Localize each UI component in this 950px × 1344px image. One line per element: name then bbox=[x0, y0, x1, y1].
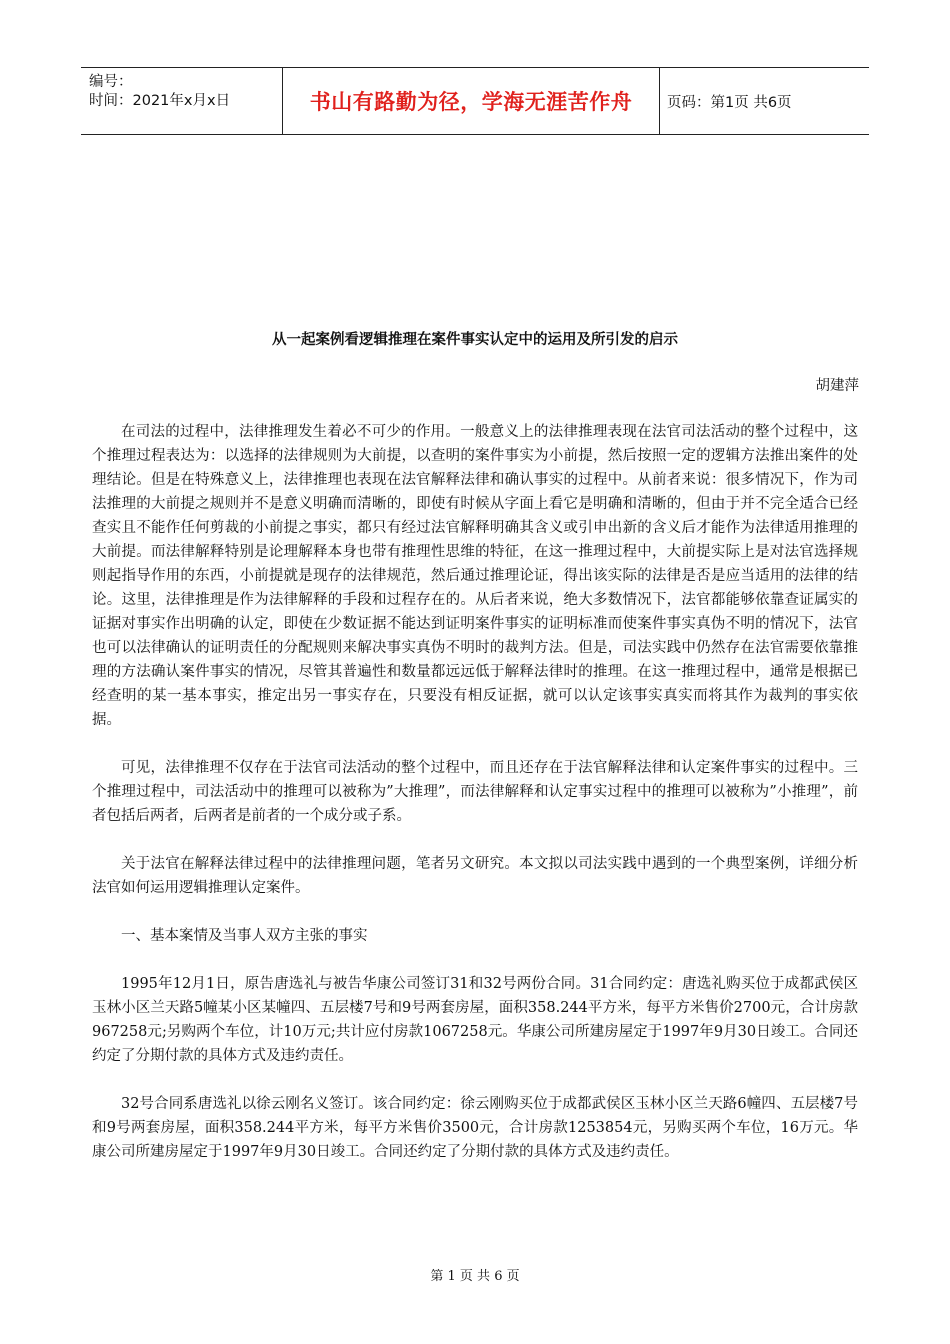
time-label: 时间：2021年x月x日 bbox=[89, 93, 231, 109]
number-label: 编号： bbox=[89, 74, 133, 90]
header-motto: 书山有路勤为径，学海无涯苦作舟 bbox=[282, 68, 660, 134]
page-header bbox=[81, 67, 869, 135]
header-meta bbox=[81, 68, 281, 134]
header-page-info: 页码：第1页 共6页 bbox=[667, 94, 792, 111]
paragraph: 在司法的过程中，法律推理发生着必不可少的作用。一般意义上的法律推理表现在法官司法活动的整个过程中，这个推理过程表达为：以选择的法律规则为大前提，以查明的案件事实为小前提，然后按照一定的逻辑方法推出案件的处理结论。但是在特殊意义上，法律推理也表现在法官解释法律和确认事实的过程中。从前者来说：很多情况下，作为司法推理的大前提之规则并不是意义明确而清晰的，即使有时候从字面上看它是明确和清晰的，但由于并不完全适合已经查实且不能作任何剪裁的小前提之事实，都只有经过法官解释明确其含义或引申出新的含义后才能作为法律适用推理的大前提。而法律解释特别是论理解释本身也带有推理性思维的特征，在这一推理过程中，大前提实际上是对法官选择规则起指导作用的东西，小前提就是现存的法律规范，然后通过推理论证，得出该实际的法律是否是应当适用的法律的结论。这里，法律推理是作为法律解释的手段和过程存在的。从后者来说，绝大多数情况下，法官都能够依靠查证属实的证据对事实作出明确的认定，即使在少数证据不能达到证明案件事实的证明标准而使案件事实真伪不明的情况下，法官也可以法律确认的证明责任的分配规则来解决事实真伪不明时的裁判方法。但是，司法实践中仍然存在法官需要依靠推理的方法确认案件事实的情况，尽管其普遍性和数量都远远低于解释法律时的推理。在这一推理过程中，通常是根据已经查明的某一基本事实，推定出另一事实存在，只要没有相反证据，就可以认定该事实真实而将其作为裁判的事实依据。 bbox=[92, 424, 858, 728]
document-author: 胡建萍 bbox=[815, 378, 859, 394]
page-footer: 第 1 页 共 6 页 bbox=[430, 1269, 520, 1284]
paragraph: 可见，法律推理不仅存在于法官司法活动的整个过程中，而且还存在于法官解释法律和认定案件事实的过程中。三个推理过程中，司法活动中的推理可以被称为”大推理”，而法律解释和认定事实过程中的推理可以被称为”小推理”，前者包括后两者，后两者是前者的一个成分或子系。 bbox=[92, 760, 858, 824]
paragraph: 32号合同系唐选礼以徐云刚名义签订。该合同约定：徐云刚购买位于成都武侯区玉林小区兰天路6幢四、五层楼7号和9号两套房屋，面积358.244平方米，每平方米售价3500元，合计房款1253854元，另购买两个车位，16万元。华康公司所建房屋定于1997年9月30日竣工。合同还约定了分期付款的具体方式及违约责任。 bbox=[92, 1096, 858, 1160]
paragraph: 关于法官在解释法律过程中的法律推理问题，笔者另文研究。本文拟以司法实践中遇到的一个典型案例，详细分析法官如何运用逻辑推理认定案件。 bbox=[92, 856, 858, 896]
section-heading: 一、基本案情及当事人双方主张的事实 bbox=[121, 928, 368, 944]
document-body bbox=[92, 420, 858, 1188]
document-title: 从一起案例看逻辑推理在案件事实认定中的运用及所引发的启示 bbox=[272, 332, 678, 348]
paragraph: 1995年12月1日，原告唐选礼与被告华康公司签订31和32号两份合同。31合同约定：唐选礼购买位于成都武侯区玉林小区兰天路5幢某小区某幢四、五层楼7号和9号两套房屋，面积358.244平方米，每平方米售价2700元，合计房款967258元;另购两个车位，计10万元;共计应付房款1067258元。华康公司所建房屋定于1997年9月30日竣工。合同还约定了分期付款的具体方式及违约责任。 bbox=[92, 976, 858, 1064]
